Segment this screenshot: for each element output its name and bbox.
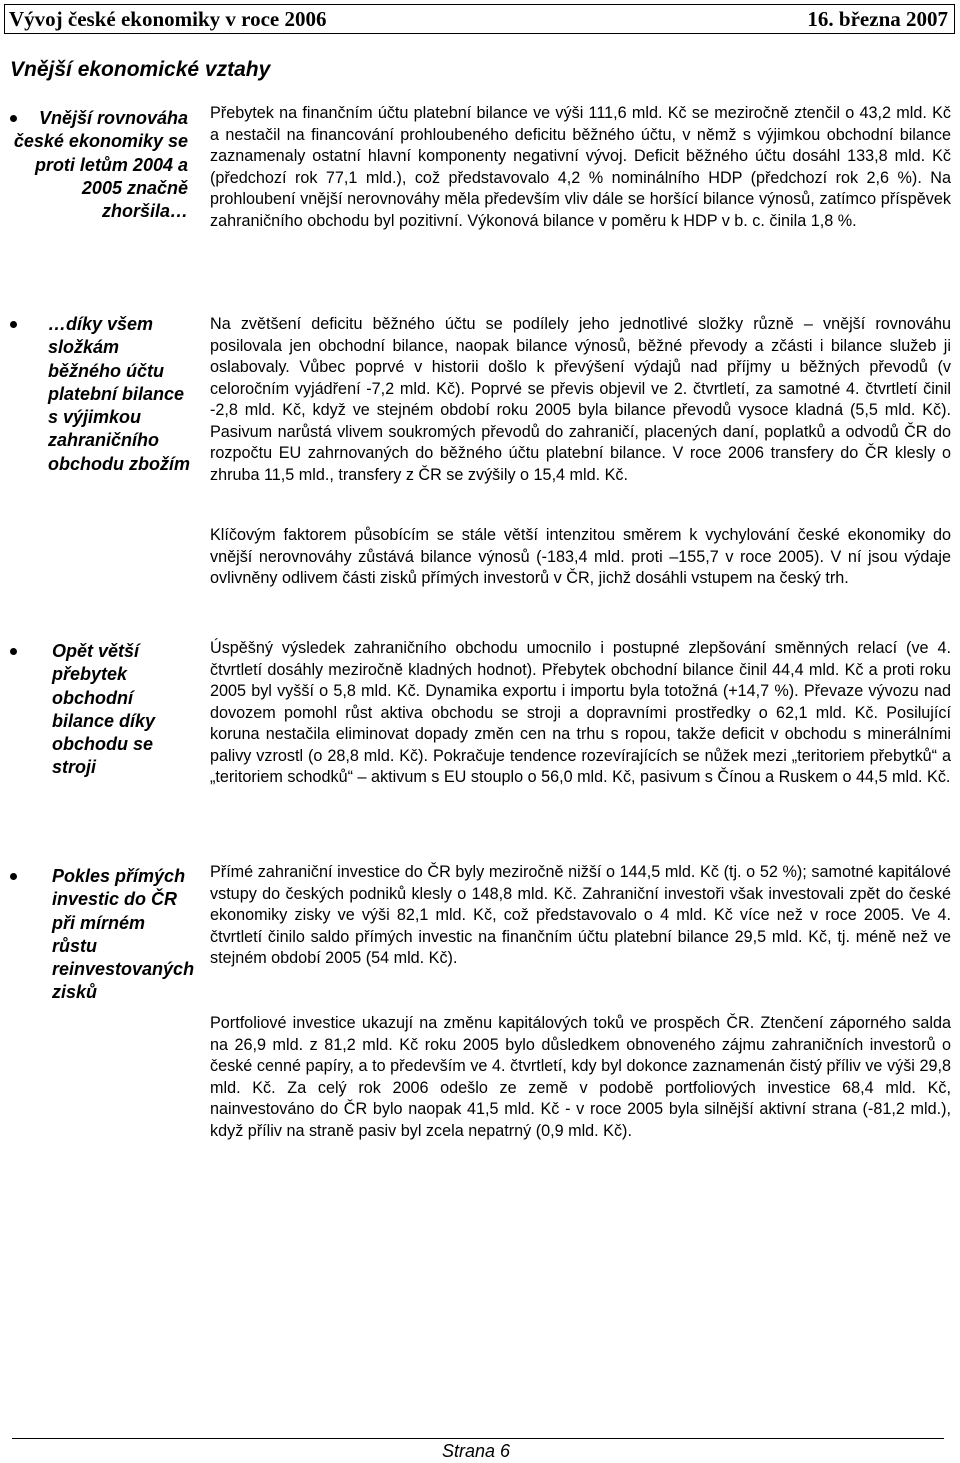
bullet-icon	[10, 648, 17, 655]
side-note	[10, 107, 188, 223]
side-note	[10, 865, 195, 1005]
footer-divider	[12, 1438, 944, 1439]
document-title: Vývoj české ekonomiky v roce 2006	[9, 7, 327, 31]
bullet-icon	[10, 873, 17, 880]
section-title: Vnější ekonomické vztahy	[10, 58, 271, 81]
body-paragraph: Přebytek na finančním účtu platební bilance ve výši 111,6 mld. Kč se meziročně ztenčil o 43,2 mld. Kč a nestačil na financování prohloubeného deficitu běžného účtu, v němž s výjimkou obchodní bilance zaznamenaly ostatní hlavní komponenty negativní vývoj. Deficit běžného účtu dosáhl 133,8 mld. Kč (předchozí rok 77,1 mld.), což představovalo 4,2 % nominálního HDP (předchozí rok 2,6 %). Na prohloubení vnější nerovnováhy měla především vliv dále se horšící bilance výnosů, zatímco příspěvek zahraničního obchodu byl pozitivní. Výkonová bilance v poměru k HDP v b. c. činila 1,8 %.	[210, 104, 951, 230]
body-paragraph: Na zvětšení deficitu běžného účtu se podílely jeho jednotlivé složky různě – vnější rovnováhu posilovala jen obchodní bilance, naopak bilance výnosů, běžné převody a zčásti i bilance služeb ji oslabovaly. Vůbec poprvé v historii došlo k převýšení výdajů nad příjmy u běžných převodů (v celoročním vyjádření -7,2 mld. Kč). Poprvé se převis objevil ve 2. čtvrtletí, za samotné 4. čtvrtletí činil -2,8 mld. Kč, když ve stejném období roku 2005 byla bilance převodů vysoce kladná (5,5 mld. Kč). Pasivum narůstá vlivem soukromých převodů do zahraničí, placených daní, poplatků a odvodů ČR do rozpočtu EU zahrnovaných do běžného účtu platební bilance. V roce 2006 transfery do ČR klesly o zhruba 11,5 mld., transfery z ČR se zvýšily o 15,4 mld. Kč.	[210, 315, 951, 484]
side-note	[10, 640, 190, 780]
side-note-text: Vnější rovnováha české ekonomiky se proti letům 2004 a 2005 značně zhoršila…	[13, 108, 188, 222]
page-number: Strana 6	[441, 1441, 511, 1461]
page-header	[4, 4, 955, 34]
body-paragraph: Úspěšný výsledek zahraničního obchodu umocnilo i postupné zlepšování směnných relací (ve 4. čtvrtletí dosáhly meziročně kladných hodnot). Přebytek obchodní bilance činil 44,4 mld. Kč a proti roku 2005 byl vyšší o 5,8 mld. Kč. Dynamika exportu i importu byla totožná (+14,7 %). Převaze vývozu nad dovozem pomohl růst aktiva obchodu se stroji a dopravními prostředky o 62,1 mld. Kč. Posilující koruna nestačila eliminovat dopady změn cen na trhu s ropou, takže deficit v obchodu s minerálními palivy vzrostl (o 28,8 mld. Kč). Pokračuje tendence rozevírajících se nůžek mezi „teritoriem přebytků“ a „teritoriem schodků“ – aktivum s EU stouplo o 56,0 mld. Kč, pasivum s Čínou a Ruskem o 44,5 mld. Kč.	[210, 639, 951, 786]
body-paragraph: Portfoliové investice ukazují na změnu kapitálových toků ve prospěch ČR. Ztenčení záporného salda na 26,9 mld. z 81,2 mld. Kč roku 2005 bylo důsledkem obnoveného zájmu zahraničních investorů o české cenné papíry, a to především ve 4. čtvrtletí, kdy byl dokonce zaznamenán čistý příliv ve výši 29,8 mld. Kč. Za celý rok 2006 odešlo ze země v podobě portfoliových investice 68,4 mld. Kč, nainvestováno do ČR bylo naopak 41,5 mld. Kč - v roce 2005 byla silnější aktivní strana (-81,2 mld.), když příliv na straně pasiv byl zcela nepatrný (0,9 mld. Kč).	[210, 1014, 951, 1140]
side-note-text: Opět větší přebytek obchodní bilance díky obchodu se stroji	[52, 641, 156, 778]
side-note-text: …díky všem složkám běžného účtu platební bilance s výjimkou zahraničního obchodu zbožím	[48, 314, 190, 474]
bullet-icon	[10, 115, 17, 122]
side-note	[10, 313, 192, 476]
side-note-text: Pokles přímých investic do ČR při mírném růstu reinvestovaných zisků	[52, 866, 195, 1003]
body-paragraph: Přímé zahraniční investice do ČR byly meziročně nižší o 144,5 mld. Kč (tj. o 52 %); samotné kapitálové vstupy do českých podniků klesly o 148,8 mld. Kč. Zahraniční investoři však investovali zpět do české ekonomiky zisky ve výši 82,1 mld. Kč, což představovalo o 4 mld. Kč více než v roce 2005. Ve 4. čtvrtletí činilo saldo přímých investic na finančním účtu platební bilance 29,5 mld. Kč, tj. méně než ve stejném období 2005 (54 mld. Kč).	[210, 863, 951, 967]
page-footer	[0, 1441, 960, 1462]
body-paragraph: Klíčovým faktorem působícím se stále větší intenzitou směrem k vychylování české ekonomiky do vnější nerovnováhy zůstává bilance výnosů (-183,4 mld. proti –155,7 v roce 2005). V ní jsou výdaje ovlivněny odlivem části zisků přímých investorů v ČR, jichž dosáhli vstupem na český trh.	[210, 526, 951, 587]
bullet-icon	[10, 321, 17, 328]
document-date: 16. března 2007	[807, 7, 948, 31]
